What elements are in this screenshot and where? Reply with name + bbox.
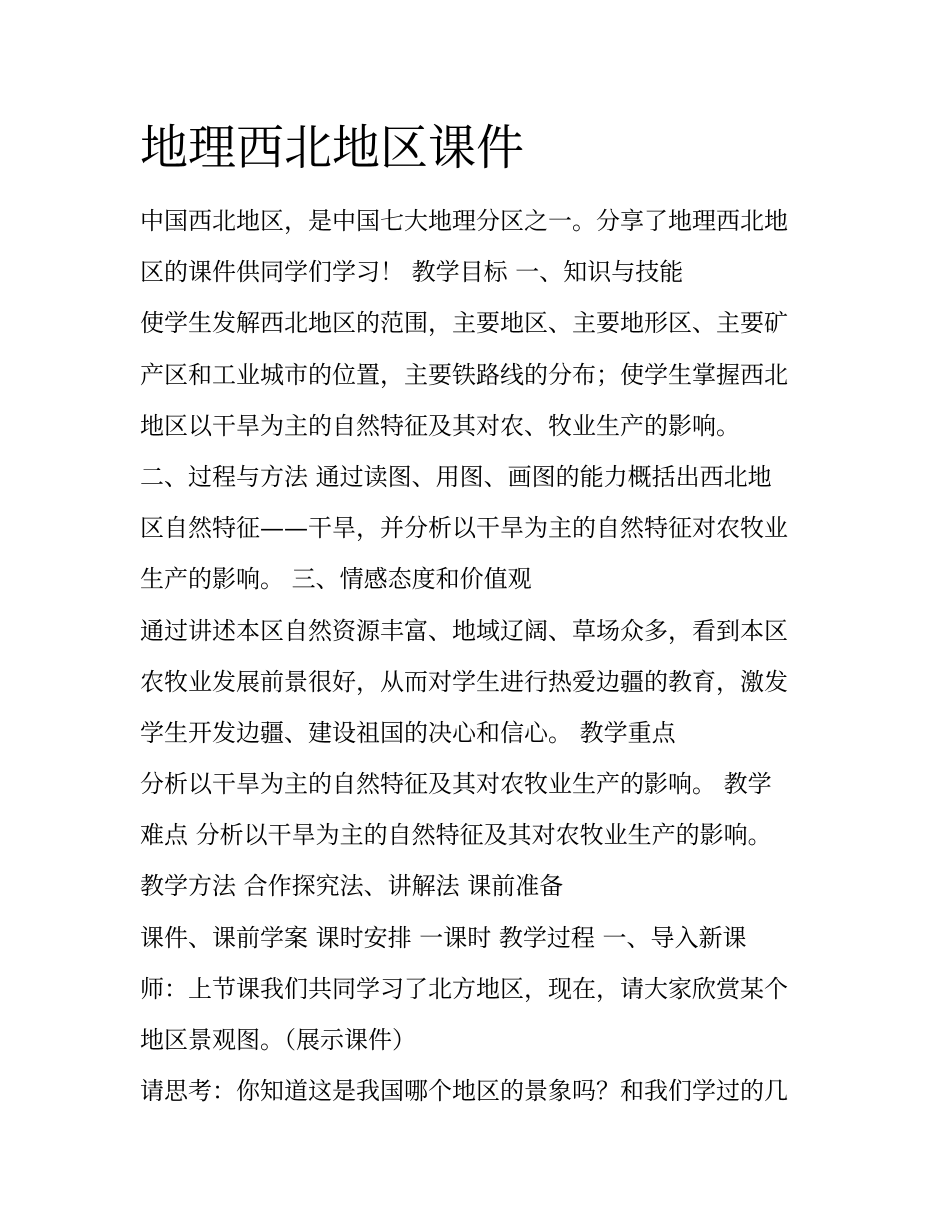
- body-line: 二、过程与方法 通过读图、用图、画图的能力概括出西北地: [140, 462, 772, 491]
- document-title: 地理西北地区课件: [140, 120, 525, 176]
- body-line: 地区以干旱为主的自然特征及其对农、牧业生产的影响。: [140, 411, 740, 440]
- body-line: 师：上节课我们共同学习了北方地区，现在，请大家欣赏某个: [140, 974, 788, 1003]
- body-line: 请思考：你知道这是我国哪个地区的景象吗？和我们学过的几: [140, 1077, 788, 1106]
- body-line: 地区景观图。（展示课件）: [140, 1026, 416, 1054]
- body-line: 产区和工业城市的位置，主要铁路线的分布；使学生掌握西北: [140, 360, 788, 389]
- body-line: 难点 分析以干旱为主的自然特征及其对农牧业生产的影响。: [140, 821, 772, 850]
- body-line: 课件、课前学案 课时安排 一课时 教学过程 一、导入新课: [140, 923, 747, 952]
- body-line: 教学方法 合作探究法、讲解法 课前准备: [140, 872, 564, 901]
- body-line: 分析以干旱为主的自然特征及其对农牧业生产的影响。 教学: [140, 770, 772, 799]
- body-line: 区自然特征——干旱，并分析以干旱为主的自然特征对农牧业: [140, 514, 788, 543]
- body-line: 通过讲述本区自然资源丰富、地域辽阔、草场众多，看到本区: [140, 616, 788, 645]
- body-line: 区的课件供同学们学习！ 教学目标 一、知识与技能: [140, 258, 684, 287]
- body-line: 学生开发边疆、建设祖国的决心和信心。 教学重点: [140, 718, 676, 747]
- body-line: 使学生发解西北地区的范围，主要地区、主要地形区、主要矿: [140, 309, 788, 338]
- body-line: 中国西北地区，是中国七大地理分区之一。分享了地理西北地: [140, 207, 788, 235]
- body-line: 农牧业发展前景很好，从而对学生进行热爱边疆的教育，激发: [140, 667, 788, 696]
- document-body: [140, 196, 820, 1117]
- body-line: 生产的影响。 三、情感态度和价值观: [140, 565, 532, 594]
